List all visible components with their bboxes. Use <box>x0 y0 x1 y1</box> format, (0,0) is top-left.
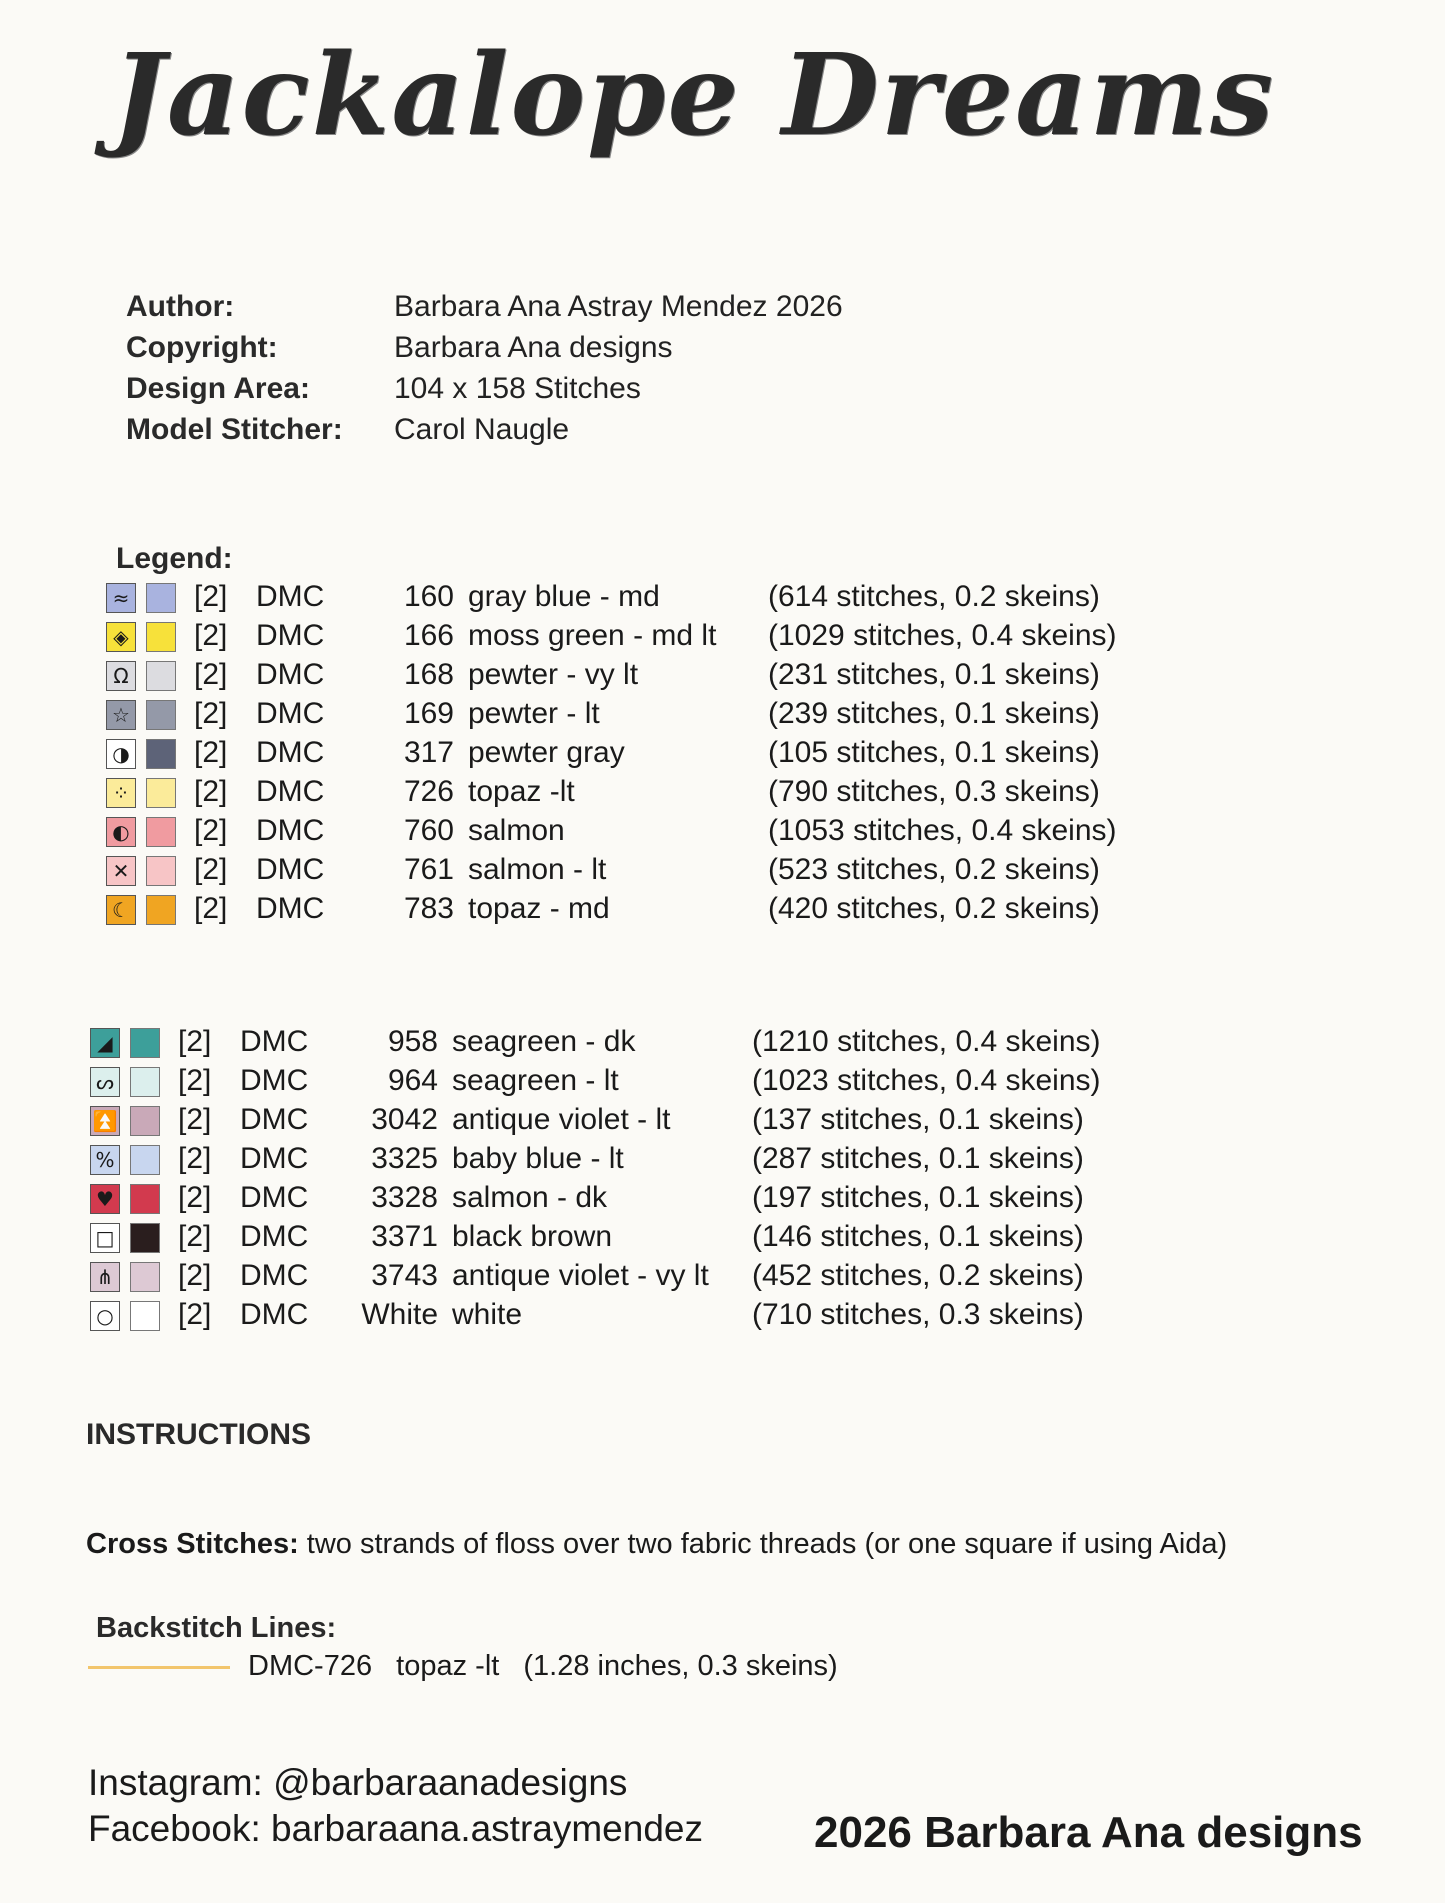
square-icon: □ <box>90 1223 120 1253</box>
color-swatch <box>130 1145 160 1175</box>
stitch-count: (614 stitches, 0.2 skeins) <box>768 580 1100 613</box>
thread-brand: DMC <box>256 775 325 808</box>
thread-color-name: salmon - lt <box>468 853 607 886</box>
thread-color-name: white <box>452 1298 523 1331</box>
strand-count: [2] <box>178 1064 212 1097</box>
thread-brand: DMC <box>240 1064 309 1097</box>
strand-count: [2] <box>178 1220 212 1253</box>
thread-color-name: antique violet - lt <box>452 1103 671 1136</box>
thread-color-name: baby blue - lt <box>452 1142 624 1175</box>
thread-number: 3371 <box>371 1220 438 1253</box>
info-value: Barbara Ana Astray Mendez 2026 <box>394 290 843 323</box>
stitch-count: (1029 stitches, 0.4 skeins) <box>768 619 1117 652</box>
color-swatch <box>146 895 176 925</box>
thread-color-name: gray blue - md <box>468 580 660 613</box>
stitch-count: (197 stitches, 0.1 skeins) <box>752 1181 1084 1214</box>
stitch-count: (1023 stitches, 0.4 skeins) <box>752 1064 1101 1097</box>
color-swatch <box>130 1223 160 1253</box>
thread-brand: DMC <box>240 1298 309 1331</box>
thread-number: 3042 <box>371 1103 438 1136</box>
thread-number: 160 <box>403 580 454 613</box>
color-swatch <box>146 583 176 613</box>
thread-brand: DMC <box>240 1025 309 1058</box>
thread-color-name: seagreen - lt <box>452 1064 619 1097</box>
strand-count: [2] <box>194 853 228 886</box>
thread-number: 958 <box>387 1025 438 1058</box>
thread-color-name: seagreen - dk <box>452 1025 636 1058</box>
thread-brand: DMC <box>256 892 325 925</box>
thread-brand: DMC <box>256 697 325 730</box>
backstitch-code: DMC-726 <box>248 1650 373 1682</box>
stitch-count: (710 stitches, 0.3 skeins) <box>752 1298 1084 1331</box>
strand-count: [2] <box>178 1298 212 1331</box>
thread-number: 169 <box>403 697 454 730</box>
tree-icon: ⋔ <box>90 1262 120 1292</box>
stitch-count: (790 stitches, 0.3 skeins) <box>768 775 1100 808</box>
thread-brand: DMC <box>256 853 325 886</box>
thread-brand: DMC <box>240 1259 309 1292</box>
stitch-count: (137 stitches, 0.1 skeins) <box>752 1103 1084 1136</box>
moon-icon: ☾ <box>106 895 136 925</box>
stitch-count: (239 stitches, 0.1 skeins) <box>768 697 1100 730</box>
thread-number: 3325 <box>371 1142 438 1175</box>
thread-brand: DMC <box>256 619 325 652</box>
strand-count: [2] <box>194 658 228 691</box>
strand-count: [2] <box>194 580 228 613</box>
color-swatch <box>130 1301 160 1331</box>
backstitch-title: Backstitch Lines: <box>96 1612 337 1644</box>
backstitch-details <box>248 1650 854 1683</box>
color-swatch <box>130 1184 160 1214</box>
thread-number: 3328 <box>371 1181 438 1214</box>
thread-color-name: pewter - vy lt <box>468 658 639 691</box>
color-swatch <box>146 622 176 652</box>
thread-brand: DMC <box>256 814 325 847</box>
thread-color-name: pewter - lt <box>468 697 600 730</box>
circle-icon: ○ <box>90 1301 120 1331</box>
info-label: Copyright: <box>126 331 278 364</box>
info-value: Carol Naugle <box>394 413 570 446</box>
social-links <box>88 1762 703 1854</box>
color-swatch <box>146 856 176 886</box>
strand-count: [2] <box>194 736 228 769</box>
color-swatch <box>130 1067 160 1097</box>
thread-brand: DMC <box>256 658 325 691</box>
backstitch-line-sample <box>88 1666 230 1669</box>
instagram-handle: Instagram: @barbaraanadesigns <box>88 1762 628 1803</box>
legend-title: Legend: <box>116 542 233 575</box>
info-label: Author: <box>126 290 235 323</box>
thread-color-name: pewter gray <box>468 736 625 769</box>
star-icon: ☆ <box>106 700 136 730</box>
thread-number: 964 <box>387 1064 438 1097</box>
facebook-handle: Facebook: barbaraana.astraymendez <box>88 1808 703 1849</box>
thread-color-name: salmon - dk <box>452 1181 608 1214</box>
thread-brand: DMC <box>240 1142 309 1175</box>
heart-icon: ♥ <box>90 1184 120 1214</box>
strand-count: [2] <box>194 814 228 847</box>
strand-count: [2] <box>194 892 228 925</box>
strand-count: [2] <box>178 1142 212 1175</box>
percent-icon: % <box>90 1145 120 1175</box>
thread-color-name: black brown <box>452 1220 613 1253</box>
brand-footer: 2026 Barbara Ana designs <box>814 1808 1363 1857</box>
thread-brand: DMC <box>240 1181 309 1214</box>
double-up-arrow-icon: ⏫ <box>90 1106 120 1136</box>
strand-count: [2] <box>178 1259 212 1292</box>
half-circle-icon: ◑ <box>106 739 136 769</box>
thread-number: 168 <box>403 658 454 691</box>
wave-icon: ≈ <box>106 583 136 613</box>
thread-brand: DMC <box>240 1220 309 1253</box>
color-swatch <box>146 661 176 691</box>
cross-stitch-label: Cross Stitches: <box>86 1528 299 1560</box>
strand-count: [2] <box>194 619 228 652</box>
strand-count: [2] <box>178 1025 212 1058</box>
dots-icon: ⁘ <box>106 778 136 808</box>
color-swatch <box>130 1262 160 1292</box>
cross-stitch-instructions <box>86 1528 1227 1561</box>
half-circle-dark-icon: ◐ <box>106 817 136 847</box>
color-swatch <box>146 700 176 730</box>
thread-number: White <box>361 1298 438 1331</box>
thread-number: 783 <box>403 892 454 925</box>
stitch-count: (287 stitches, 0.1 skeins) <box>752 1142 1084 1175</box>
thread-brand: DMC <box>256 736 325 769</box>
stitch-count: (523 stitches, 0.2 skeins) <box>768 853 1100 886</box>
stitch-count: (1210 stitches, 0.4 skeins) <box>752 1025 1101 1058</box>
stitch-count: (1053 stitches, 0.4 skeins) <box>768 814 1117 847</box>
color-swatch <box>146 778 176 808</box>
stitch-count: (231 stitches, 0.1 skeins) <box>768 658 1100 691</box>
color-swatch <box>146 739 176 769</box>
stitch-count: (146 stitches, 0.1 skeins) <box>752 1220 1084 1253</box>
thread-number: 317 <box>403 736 454 769</box>
thread-number: 761 <box>403 853 454 886</box>
color-swatch <box>130 1106 160 1136</box>
cross-icon: ✕ <box>106 856 136 886</box>
instructions-title: INSTRUCTIONS <box>86 1418 311 1451</box>
thread-color-name: moss green - md lt <box>468 619 717 652</box>
thread-number: 166 <box>403 619 454 652</box>
s-curve-icon: ᔕ <box>90 1067 120 1097</box>
thread-number: 726 <box>403 775 454 808</box>
cross-stitch-text: two strands of floss over two fabric threads (or one square if using Aida) <box>298 1528 1228 1560</box>
strand-count: [2] <box>194 697 228 730</box>
strand-count: [2] <box>178 1103 212 1136</box>
thread-color-name: salmon <box>468 814 565 847</box>
thread-number: 760 <box>403 814 454 847</box>
thread-brand: DMC <box>256 580 325 613</box>
info-label: Design Area: <box>126 372 310 405</box>
strand-count: [2] <box>194 775 228 808</box>
color-swatch <box>146 817 176 847</box>
thread-color-name: antique violet - vy lt <box>452 1259 709 1292</box>
wave-crest-icon: ◢ <box>90 1028 120 1058</box>
color-swatch <box>130 1028 160 1058</box>
info-label: Model Stitcher: <box>126 413 343 446</box>
stitch-count: (420 stitches, 0.2 skeins) <box>768 892 1100 925</box>
thread-brand: DMC <box>240 1103 309 1136</box>
diamond-icon: ◈ <box>106 622 136 652</box>
stitch-count: (105 stitches, 0.1 skeins) <box>768 736 1100 769</box>
stitch-count: (452 stitches, 0.2 skeins) <box>752 1259 1084 1292</box>
info-value: 104 x 158 Stitches <box>394 372 641 405</box>
thread-color-name: topaz - md <box>468 892 610 925</box>
backstitch-amount: (1.28 inches, 0.3 skeins) <box>523 1650 838 1682</box>
thread-color-name: topaz -lt <box>468 775 575 808</box>
omega-icon: Ω <box>106 661 136 691</box>
pattern-title: Jackalope Dreams <box>112 30 1276 161</box>
backstitch-name: topaz -lt <box>396 1650 500 1682</box>
strand-count: [2] <box>178 1181 212 1214</box>
thread-number: 3743 <box>371 1259 438 1292</box>
info-value: Barbara Ana designs <box>394 331 673 364</box>
